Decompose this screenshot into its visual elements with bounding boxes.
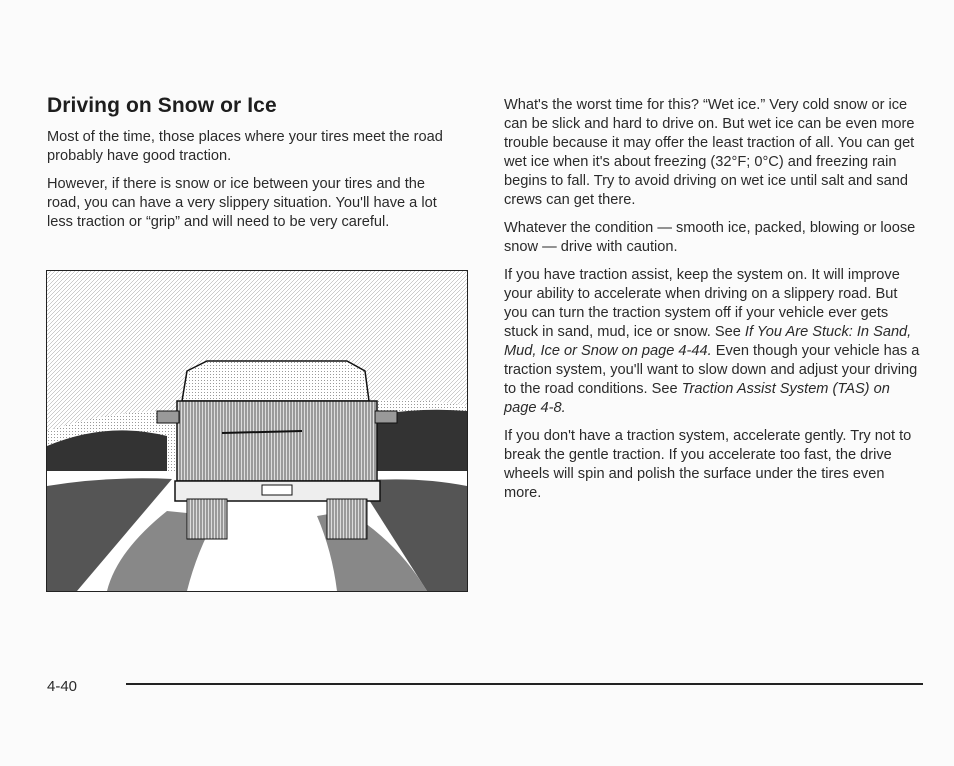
paragraph-slippery: However, if there is snow or ice between your tires and the road, you can have a very slippery situation. You'll have a lot less traction or “grip” and will need to be very careful. <box>47 176 437 230</box>
paragraph-wet-ice: What's the worst time for this? “Wet ice.” Very cold snow or ice can be slick and hard to drive on. But wet ice can be even more trouble because it may offer the least traction of all. You can get wet ice when it's about freezing (32°F; 0°C) and freezing rain begins to fall. Try to avoid driving on wet ice until salt and sand crews can get there. <box>504 97 915 208</box>
text-run: If you have traction assist, keep the system on. It will improve your ability to accelerate when driving on a slippery road. But you can turn the traction system off if your vehicle ever gets stuck in sand, mud, ice or snow. See <box>504 267 900 340</box>
page-number: 4-40 <box>47 678 78 695</box>
text-run: Even though your vehicle has a traction system, you'll want to slow down and adjust your driving to the road conditions. See <box>504 343 920 397</box>
cross-reference-stuck: If You Are Stuck: In Sand, Mud, Ice or Snow on page 4-44. <box>504 324 912 359</box>
vehicle-on-snow-illustration <box>46 270 468 592</box>
footer-rule <box>126 683 923 685</box>
paragraph-traction-assist <box>504 266 924 418</box>
left-column <box>47 94 462 241</box>
paragraph-traction: Most of the time, those places where your tires meet the road probably have good traction. <box>47 129 443 164</box>
section-heading: Driving on Snow or Ice <box>47 94 277 117</box>
paragraph-no-traction-system: If you don't have a traction system, accelerate gently. Try not to break the gentle traction. If you accelerate too fast, the drive wheels will spin and polish the surface under the tires even more. <box>504 428 912 501</box>
cross-reference-tas: Traction Assist System (TAS) on page 4-8. <box>504 381 890 416</box>
right-column <box>504 96 924 512</box>
paragraph-caution: Whatever the condition — smooth ice, packed, blowing or loose snow — drive with caution. <box>504 220 916 255</box>
